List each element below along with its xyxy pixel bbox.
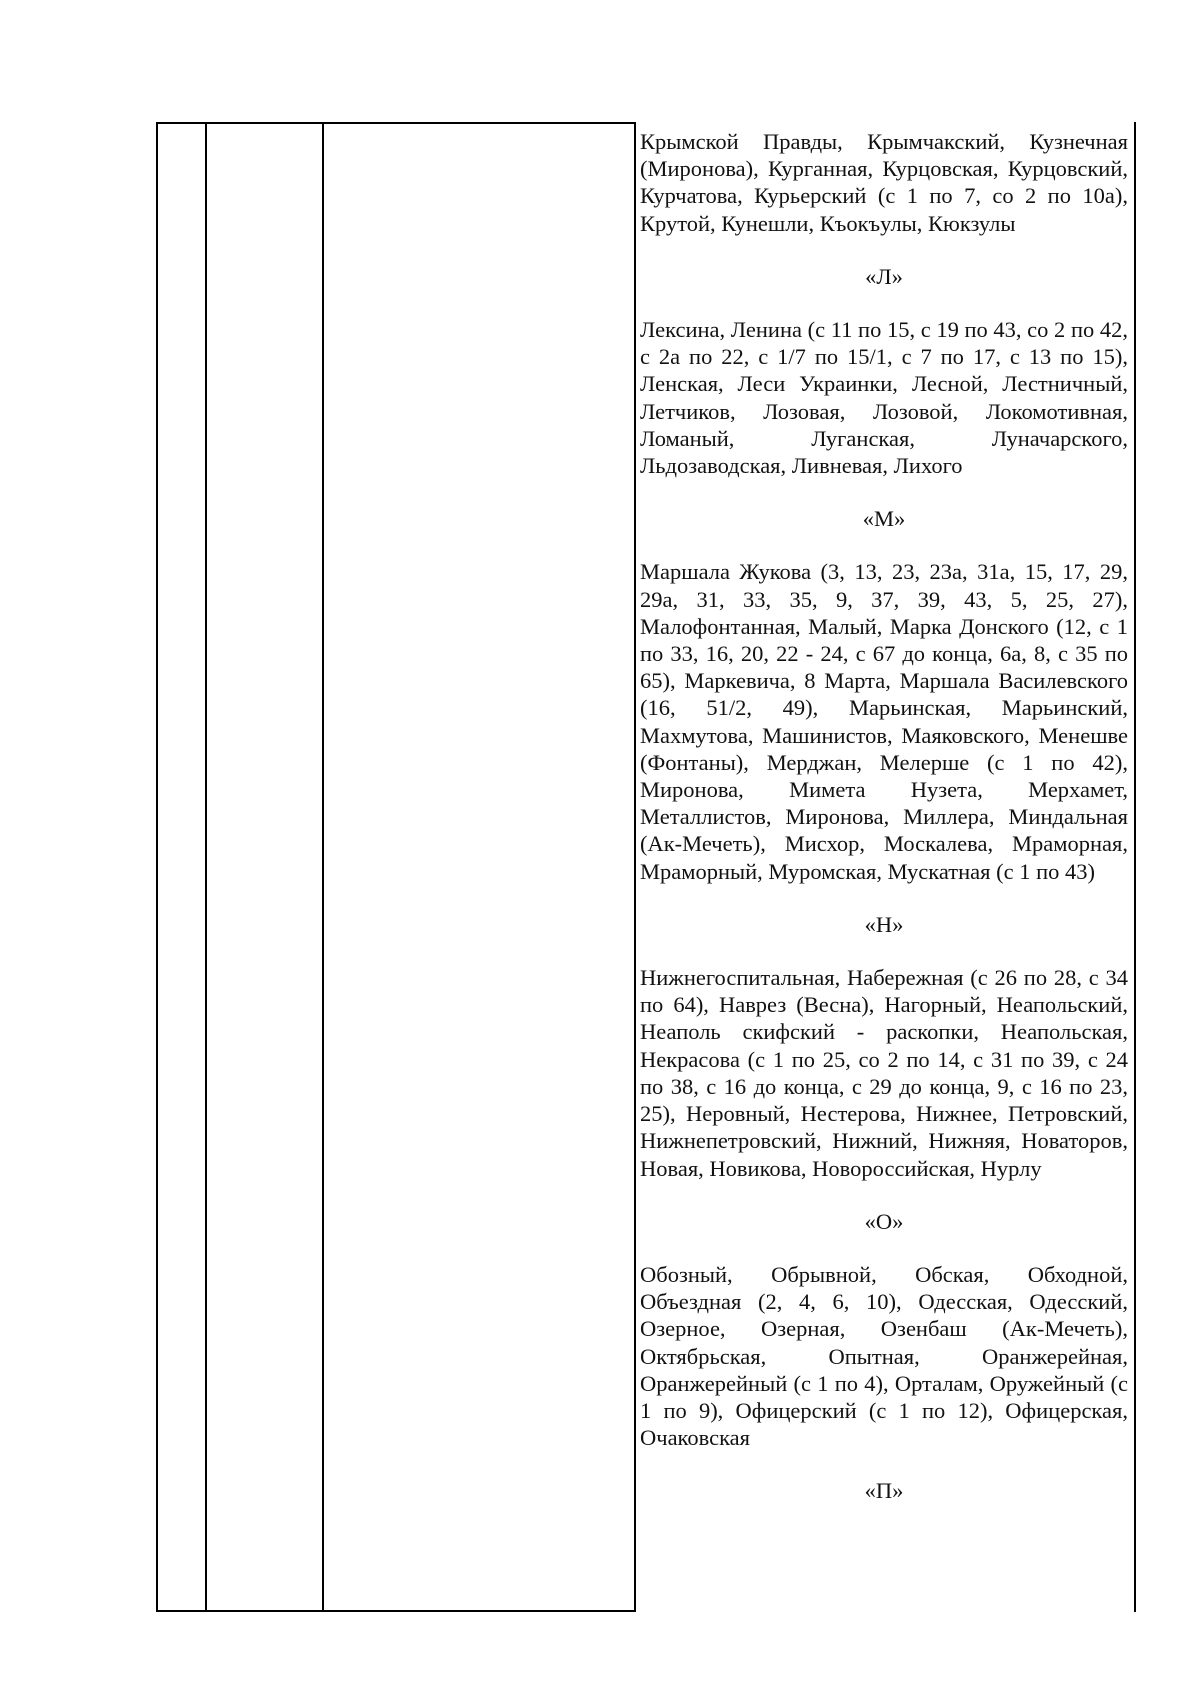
letter-heading-p: «П» [864,1478,904,1504]
street-list-n: Нижнегоспитальная, Набережная (с 26 по 28, с 34 по 64), Наврез (Весна), Нагорный, Неапольский, Неаполь скифский - раскопки, Неапольская, Некрасова (с 1 по 25, со 2 по 14, с 31 по 39, с 24 по 38, с 16 до конца, с 29 до конца, 9, с 16 по 23, 25), Неровный, Нестерова, Нижнее, Петровский, Нижнепетровский, Нижний, Нижняя, Новаторов, Новая, Новикова, Новороссийская, Нурлу [640,965,1128,1181]
letter-heading-o: «О» [864,1208,904,1234]
table-column-divider-3 [634,122,636,1612]
table-right-border [1134,122,1136,1612]
street-list-o: Обозный, Обрывной, Обская, Обходной, Объездная (2, 4, 6, 10), Одесская, Одесский, Озерное, Озерная, Озенбаш (Ак-Мечеть), Октябрьская, Опытная, Оранжерейная, Оранжерейный (с 1 по 4), Орталам, Оружейный (с 1 по 9), Офицерский (с 1 по 12), Офицерская, Очаковская [640,1261,1128,1451]
letter-heading-l: «Л» [865,263,903,289]
street-list-column [640,128,1128,1608]
table-column-divider-1 [205,122,207,1612]
table-top-border [156,122,636,124]
table-bottom-border [156,1610,636,1612]
street-list-k-continued: Крымской Правды, Крымчакский, Кузнечная (Миронова), Курганная, Курцовская, Курцовский, Курчатова, Курьерский (с 1 по 7, со 2 по 10а), Крутой, Кунешли, Къокъулы, Кюкзулы [640,129,1128,236]
table-left-border [156,122,158,1612]
letter-heading-n: «Н» [864,911,904,937]
street-list-m: Маршала Жукова (3, 13, 23, 23а, 31а, 15, 17, 29, 29а, 31, 33, 35, 9, 37, 39, 43, 5, 25, 27), Малофонтанная, Малый, Марка Донского (12, с 1 по 33, 16, 20, 22 - 24, с 67 до конца, 6а, 8, с 35 по 65), Маркевича, 8 Марта, Маршала Василевского (16, 51/2, 49), Марьинская, Марьинский, Махмутова, Машинистов, Маяковского, Менешве (Фонтаны), Мерджан, Мелерше (с 1 по 42), Миронова, Мимета Нузета, Мерхамет, Металлистов, Миронова, Миллера, Миндальная (Ак-Мечеть), Мисхор, Москалева, Мраморная, Мраморный, Муромская, Мускатная (с 1 по 43) [640,559,1128,884]
street-list-l: Лексина, Ленина (с 11 по 15, с 19 по 43, со 2 по 42, с 2а по 22, с 1/7 по 15/1, с 7 по 17, с 13 по 15), Ленская, Леси Украинки, Лесной, Лестничный, Летчиков, Лозовая, Лозовой, Локомотивная, Ломаный, Луганская, Луначарского, Льдозаводская, Ливневая, Лихого [640,317,1128,479]
letter-heading-m: «М» [862,506,906,532]
table-column-divider-2 [322,122,324,1612]
